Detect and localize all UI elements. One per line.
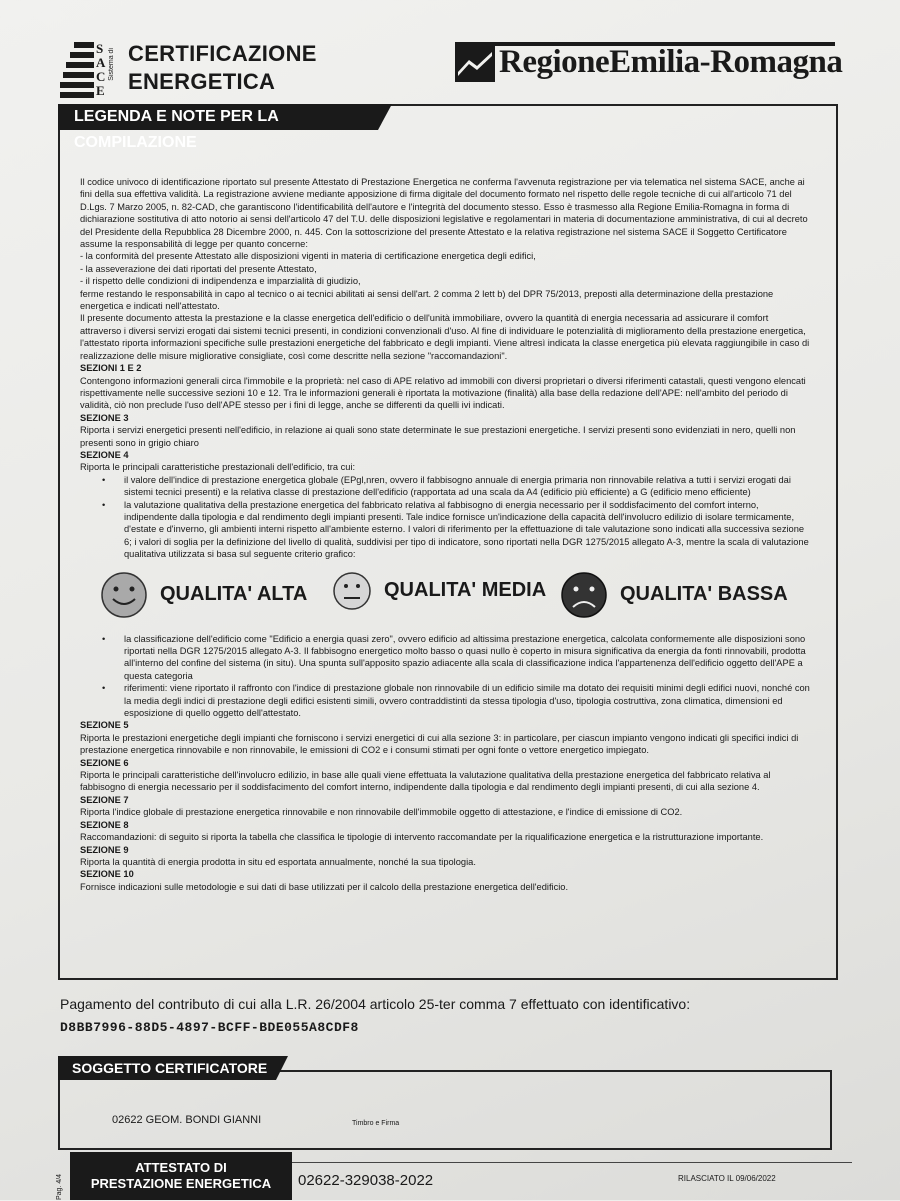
section-8-text: Raccomandazioni: di seguito si riporta la tabella che classifica le tipologie di intervento raccomandate per la riqualificazione energetica e la ristrutturazione importante. [80,832,764,843]
certificazione-title: CERTIFICAZIONE ENERGETICA [128,41,317,94]
after-items-text: ferme restando le responsabilità in capo al tecnico o ai tecnici abilitati ai sensi dell'art. 2 comma 2 lett b) del DPR 75/2013, preposti alla determinazione della prestazione energetica e indicati nell'attestato. [80,288,774,312]
quality-media-label: QUALITA' MEDIA [384,579,547,602]
quality-bassa [560,571,788,619]
section-6-title: SEZIONE 6 [80,757,129,768]
sace-subtitle: Sistema di [108,48,115,81]
section-3-title: SEZIONE 3 [80,412,129,423]
timbro-firma-label: Timbro e Firma [352,1120,400,1127]
section-4-title: SEZIONE 4 [80,449,129,460]
item-1: - la conformità del presente Attestato alle disposizioni vigenti in materia di certificazione energetica degli edifici, [80,251,536,262]
quality-bassa-label: QUALITA' BASSA [620,583,788,606]
regione-logo [455,42,843,92]
section-7-title: SEZIONE 7 [80,794,129,805]
page-number: Pag. 4/4 [56,1173,63,1200]
section-4-bullet-3: • la classificazione dell'edificio come "Edificio a energia quasi zero", ovvero edificio ad altissima prestazione energetica, calcolata conformemente alle disposizioni sono riportati nella DGR 1275/2015 allegato A-3. Il fabbisogno energetico molto basso o quasi nullo è coperto in misura significativa da energia da fonti rinnovabili, prodotta all'interno del confine del sistema (in situ). Una spunta sull'apposito spazio adiacente alla scala di classificazione indica l'appartenenza dell'edificio oggetto dell'APE a questa categoria [80,633,810,683]
payment-id: D8BB7996-88D5-4897-BCFF-BDE055A8CDF8 [60,1020,359,1035]
item-3: - il rispetto delle condizioni di indipendenza e imparzialità di giudizio, [80,276,361,287]
certificatore-box [58,1070,832,1150]
sace-letters: S A C E [96,41,106,98]
section-1-2-title: SEZIONI 1 E 2 [80,363,142,374]
happy-face-icon [100,571,148,619]
quality-scale [100,571,810,623]
regione-name: RegioneEmilia-Romagna [499,44,843,80]
section-7-text: Riporta l'indice globale di prestazione energetica rinnovabile e non rinnovabile dell'immobile oggetto di attestazione, e l'indice di emissione di CO2. [80,807,683,818]
section-4-bullet-4: • riferimenti: viene riportato il raffronto con l'indice di prestazione globale non rinnovabile di un edificio simile ma dotato dei requisiti minimi degli edifici nuovi, nonché con la media degli indici di prestazione degli edifici esistenti simili, ovvero contraddistinti da stessa tipologia d'uso, tipologia costruttiva, zona climatica, dimensioni ed esposizione di quello oggetto dell'attestato. [80,682,810,719]
certificatore-heading: SOGGETTO CERTIFICATORE [58,1056,276,1080]
section-8-title: SEZIONE 8 [80,819,129,830]
quality-media [332,571,546,611]
certificatore-name: 02622 GEOM. BONDI GIANNI [112,1114,262,1126]
attestato-code: 02622-329038-2022 [298,1172,434,1189]
rilasciato-date: RILASCIATO IL 09/06/2022 [678,1174,776,1183]
section-10-title: SEZIONE 10 [80,869,134,880]
sace-logo [60,42,122,98]
legend-body [80,176,810,893]
section-4-bullet-1: • il valore dell'indice di prestazione energetica globale (EPgl,nren, ovvero il fabbisogno annuale di energia primaria non rinnovabile relativa a tutti i servizi erogati dai sistemi tecnici presenti) e la relativa classe di prestazione dell'edificio (rapportata ad una scala da A4 (edificio più efficiente) a G (edificio meno efficiente) [80,474,810,499]
sad-face-icon [560,571,608,619]
section-3-text: Riporta i servizi energetici presenti nell'edificio, in relazione ai quali sono state determinate le sue prestazioni energetiche. I servizi presenti sono evidenziati in nero, quelli non presenti sono in grigio chiaro [80,425,796,448]
legend-heading: LEGENDA E NOTE PER LA COMPILAZIONE [58,104,378,130]
section-4-text: Riporta le principali caratteristiche prestazionali dell'edificio, tra cui: [80,462,356,473]
intro-text: Il codice univoco di identificazione riportato sul presente Attestato di Prestazione Energetica ne conferma l'avvenuta registrazione per via telematica nel sistema SACE, anche ai fini della sua effettiva validità. La registrazione avviene mediante apposizione di firma digitale del documento formato nel rispetto delle regole tecniche di cui all'articolo 71 del D.Lgs. 7 Marzo 2005, n. 82-CAD, che garantiscono l'identificabilità dell'autore e l'integrità del documento stesso. Esso è trasmesso alla Regione Emilia-Romagna in forma di dichiarazione sostitutiva di atto notorio ai sensi dell'articolo 47 del T.U. delle disposizioni legislative e regolamentari in materia di documentazione amministrativa, di cui al decreto del Presidente della Repubblica 28 Dicembre 2000, n. 445. Con la sottoscrizione del presente Attestato e la relativa registrazione nel sistema SACE il Soggetto Certificatore assume la responsabilità di legge per quanto concerne: [80,177,808,250]
purpose-text: Il presente documento attesta la prestazione e la classe energetica dell'edificio o dell'unità immobiliare, ovvero la quantità di energia necessaria ad assicurare il comfort attraverso i diversi servizi erogati dai sistemi tecnici presenti, in condizioni convenzionali d'uso. Al fine di individuare le potenzialità di miglioramento della prestazione energetica, l'attestato riporta informazioni specifiche sulle prestazioni energetiche del fabbricato e degli impianti. Viene altresì indicata la classe energetica più elevata raggiungibile in caso di realizzazione delle misure migliorative consigliate, così come descritte nella sezione "raccomandazioni". [80,313,810,361]
neutral-face-icon [332,571,372,611]
section-5-text: Riporta le prestazioni energetiche degli impianti che forniscono i servizi energetici di cui alla sezione 3: in particolare, per ciascun impianto vengono indicati gli specifici indici di prestazione energetica rinnovabile e non rinnovabile, le emissioni di CO2 e i consumi stimati per ogni fonte o vettore energetico impiegato. [80,732,799,756]
footer-label: ATTESTATO DI PRESTAZIONE ENERGETICA [70,1152,292,1200]
section-5-title: SEZIONE 5 [80,720,129,731]
regione-emblem-icon [455,42,495,82]
section-1-2-text: Contengono informazioni generali circa l'immobile e la proprietà: nel caso di APE relativo ad immobili con diversi proprietari o diversi riferimenti catastali, questi vengono elencati rispettivamente nelle successive sezioni 10 e 12. Tra le informazioni generali è riportata la motivazione (finalità) alla base della redazione dell'APE: nell'ambito del periodo di validità, ciò non preclude l'uso dell'APE stesso per i fini di legge, anche se differenti da quelli ivi indicati. [80,375,806,411]
payment-text: Pagamento del contributo di cui alla L.R. 26/2004 articolo 25-ter comma 7 effettuato con identificativo: [60,996,691,1012]
section-4-bullet-2: • la valutazione qualitativa della prestazione energetica del fabbricato relativa al fabbisogno di energia necessario per il soddisfacimento del comfort interno, indipendente dalla tipologia e dal rendimento degli impianti presenti. Tale indice fornisce un'indicazione della capacità dell'involucro edilizio di isolare termicamente, d'estate e d'inverno, gli ambienti interni rispetto all'ambiente esterno. I valori di riferimento per la effettuazione di tale valutazione sono indicati alla successiva sezione 6; i valori di soglia per la definizione del livello di qualità, suddivisi per tipo di indicatore, sono riportati nella DGR 1275/2015 allegato A-3, mentre la scala di valutazione qualitativa utilizzata si basa sul seguente criterio grafico: [80,499,810,561]
section-10-text: Fornisce indicazioni sulle metodologie e sui dati di base utilizzati per il calcolo della prestazione energetica dell'edificio. [80,881,569,892]
quality-alta-label: QUALITA' ALTA [160,583,308,606]
section-9-text: Riporta la quantità di energia prodotta in situ ed esportata annualmente, nonché la sua tipologia. [80,856,476,867]
section-9-title: SEZIONE 9 [80,844,129,855]
quality-alta [100,571,307,619]
sace-steps-graphic [60,42,94,98]
section-6-text: Riporta le principali caratteristiche dell'involucro edilizio, in base alle quali viene effettuata la valutazione qualitativa della prestazione energetica del fabbricato relativa al fabbisogno di energia necessario per il soddisfacimento del comfort interno, indipendente dalla tipologia e dal rendimento degli impianti presenti, di cui alla sezione 4. [80,770,771,793]
item-2: - la asseverazione dei dati riportati del presente Attestato, [80,263,317,274]
